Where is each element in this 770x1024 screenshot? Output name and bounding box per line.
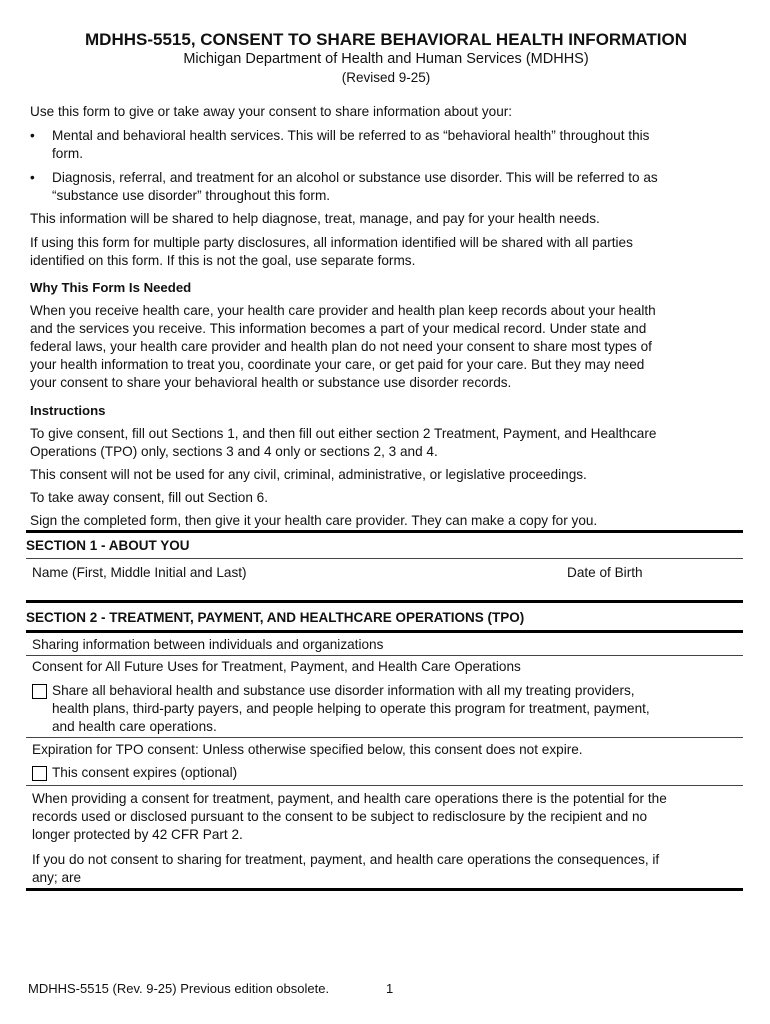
section-divider xyxy=(26,558,743,559)
instructions-take-away: To take away consent, fill out Section 6. xyxy=(30,490,269,505)
intro-shared: This information will be shared to help diagnose, treat, manage, and pay for your health needs. xyxy=(30,211,600,226)
share-all-option[interactable] xyxy=(32,682,742,736)
dob-field-label[interactable]: Date of Birth xyxy=(567,565,643,580)
revision-date: (Revised 9-25) xyxy=(341,70,431,85)
section1-title: SECTION 1 - ABOUT YOU xyxy=(26,538,190,553)
intro-multi-line1: If using this form for multiple party disclosures, all information identified will be shared with all parties xyxy=(30,235,633,250)
page-number: 1 xyxy=(386,981,394,996)
why-line: federal laws, your health care provider and health plan do not need your consent to share most types of xyxy=(30,339,652,354)
redisclosure-line: records used or disclosed pursuant to the consent to be subject to redisclosure by the recipient and no xyxy=(32,809,648,824)
instructions-give-line1: To give consent, fill out Sections 1, and then fill out either section 2 Treatment, Payment, and Healthcare xyxy=(30,426,657,441)
expires-option[interactable] xyxy=(32,764,742,782)
future-uses-label: Consent for All Future Uses for Treatment, Payment, and Health Care Operations xyxy=(32,659,521,674)
form-title: MDHHS-5515, CONSENT TO SHARE BEHAVIORAL HEALTH INFORMATION xyxy=(85,30,687,49)
instructions-give-line2: Operations (TPO) only, sections 3 and 4 only or sections 2, 3 and 4. xyxy=(30,444,438,459)
sharing-subheading: Sharing information between individuals and organizations xyxy=(32,637,384,652)
row-divider xyxy=(26,785,743,786)
row-divider xyxy=(26,655,743,656)
agency-name: Michigan Department of Health and Human Services (MDHHS) xyxy=(183,51,589,67)
expires-option-label: This consent expires (optional) xyxy=(52,765,238,780)
intro-lead: Use this form to give or take away your consent to share information about your: xyxy=(30,104,513,119)
section2-title: SECTION 2 - TREATMENT, PAYMENT, AND HEALTHCARE OPERATIONS (TPO) xyxy=(26,610,525,625)
share-all-text-line: Share all behavioral health and substance use disorder information with all my treating providers, xyxy=(52,683,635,698)
why-line: and the services you receive. This information becomes a part of your medical record. Under state and xyxy=(30,321,647,336)
intro-multi-line2: identified on this form. If this is not the goal, use separate forms. xyxy=(30,253,416,268)
redisclosure-line: When providing a consent for treatment, payment, and health care operations there is the potential for the xyxy=(32,791,667,806)
instructions-sign: Sign the completed form, then give it your health care provider. They can make a copy for you. xyxy=(30,513,598,528)
consequences-line: any; are xyxy=(32,870,82,885)
section-divider xyxy=(26,530,743,533)
section-divider xyxy=(26,600,743,603)
bullet-text-line: Diagnosis, referral, and treatment for an alcohol or substance use disorder. This will be referred to as xyxy=(52,170,658,185)
share-all-text-line: health plans, third-party payers, and people helping to operate this program for treatment, payment, xyxy=(52,701,650,716)
share-all-text-line: and health care operations. xyxy=(52,719,217,734)
bullet-dot: • xyxy=(30,128,35,143)
bullet-text-line: Mental and behavioral health services. This will be referred to as “behavioral health” throughout this xyxy=(52,128,650,143)
name-field-label[interactable]: Name (First, Middle Initial and Last) xyxy=(32,565,247,580)
footer-form-id: MDHHS-5515 (Rev. 9-25) Previous edition obsolete. xyxy=(28,981,330,996)
expires-checkbox[interactable] xyxy=(32,766,47,781)
bullet-substance-use xyxy=(30,169,742,205)
expiration-label: Expiration for TPO consent: Unless otherwise specified below, this consent does not expire. xyxy=(32,742,583,757)
why-line: When you receive health care, your health care provider and health plan keep records about your health xyxy=(30,303,656,318)
why-line: your health information to treat you, coordinate your care, or get paid for your care. But they may need xyxy=(30,357,645,372)
bullet-dot: • xyxy=(30,170,35,185)
bullet-text-line: “substance use disorder” throughout this form. xyxy=(52,188,331,203)
bullet-text-line: form. xyxy=(52,146,83,161)
row-divider xyxy=(26,737,743,738)
instructions-heading: Instructions xyxy=(30,403,106,418)
instructions-not-used: This consent will not be used for any civil, criminal, administrative, or legislative proceedings. xyxy=(30,467,587,482)
consequences-line: If you do not consent to sharing for treatment, payment, and health care operations the consequences, if xyxy=(32,852,660,867)
section-divider xyxy=(26,888,743,891)
share-all-checkbox[interactable] xyxy=(32,684,47,699)
why-line: your consent to share your behavioral health or substance use disorder records. xyxy=(30,375,512,390)
section-divider xyxy=(26,630,743,633)
redisclosure-line: longer protected by 42 CFR Part 2. xyxy=(32,827,243,842)
why-heading: Why This Form Is Needed xyxy=(30,280,192,295)
bullet-behavioral-health xyxy=(30,127,742,163)
